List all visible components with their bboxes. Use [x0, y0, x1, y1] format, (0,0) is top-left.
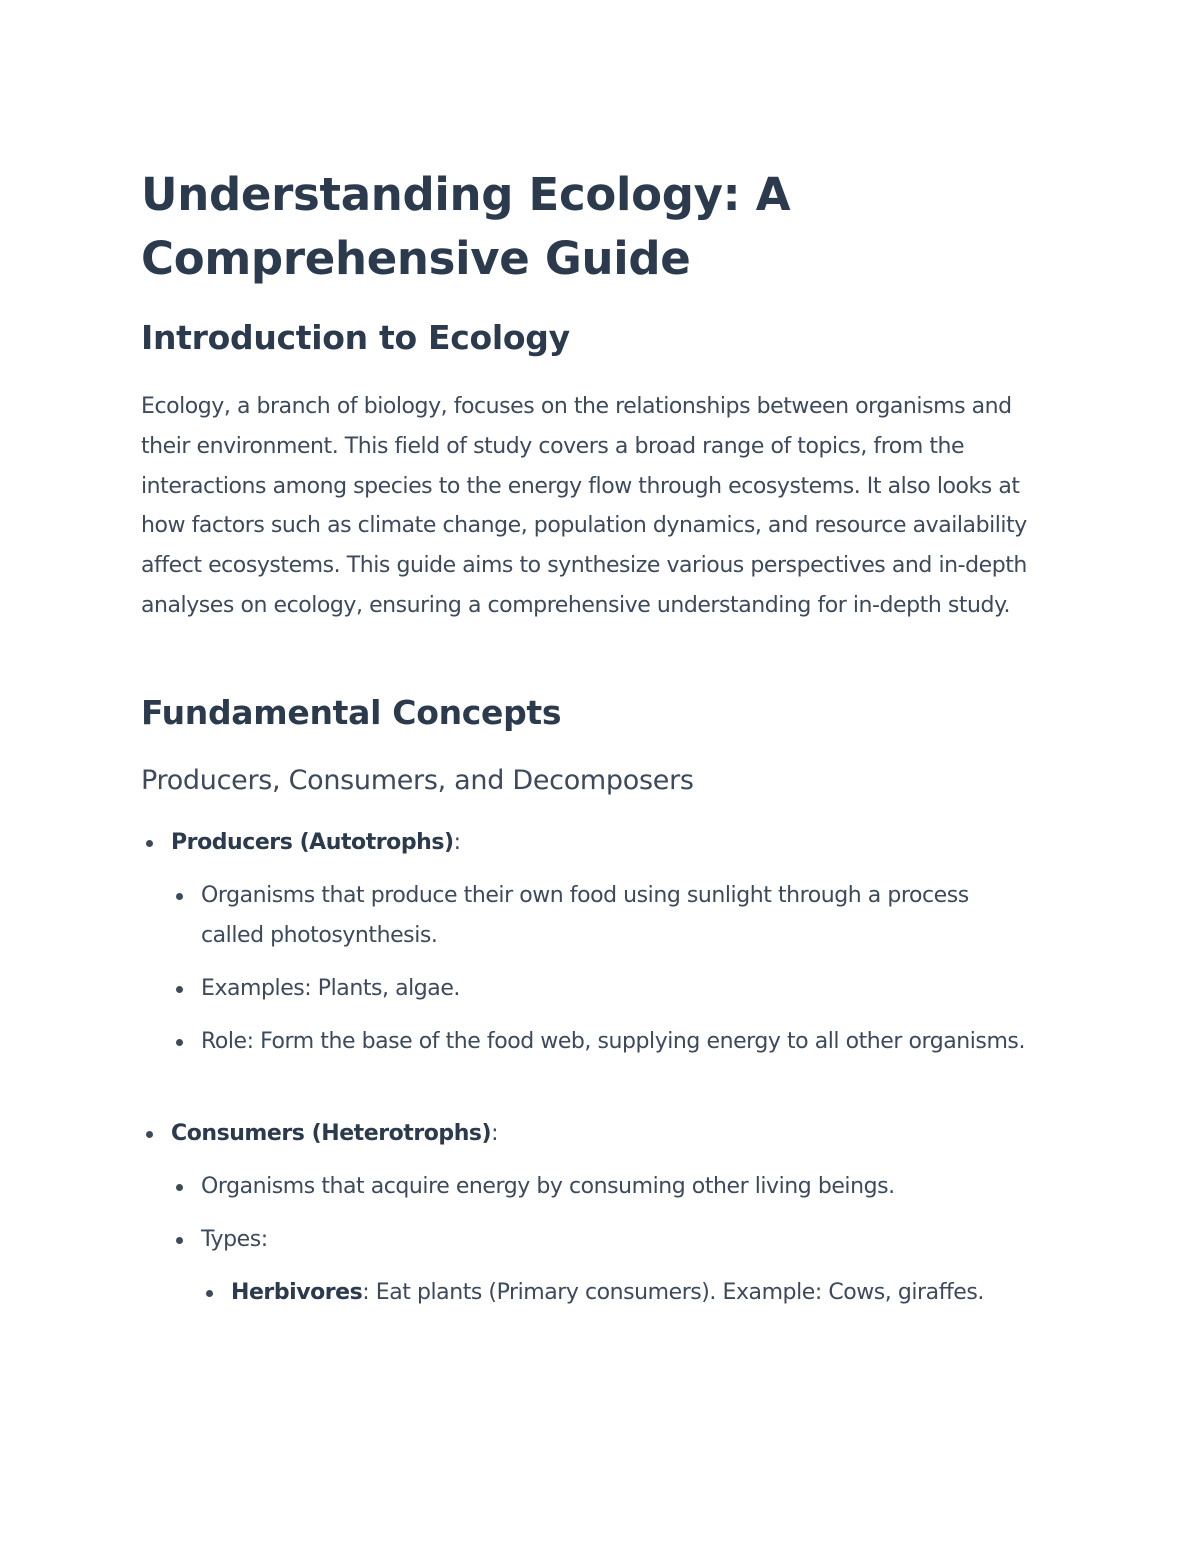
intro-paragraph: Ecology, a branch of biology, focuses on the relationships between organisms and their environment. This field of study covers a broad range of topics, from the interactions among species to the energy flow through ecosystems. It also looks at how factors such as climate change, population dynamics, and resource availability affect ecosystems. This guide aims to synthesize various perspectives and in-depth analyses on ecology, ensuring a comprehensive understanding for in-depth study.	[141, 394, 1027, 618]
list-item: Organisms that produce their own food using sunlight through a process called photosynthesis.	[201, 876, 1031, 956]
herbivores-text: : Eat plants (Primary consumers). Example: Cows, giraffes.	[362, 1280, 984, 1305]
list-item-consumers	[171, 1114, 1051, 1154]
consumers-label: Consumers (Heterotrophs)	[171, 1121, 492, 1146]
section-heading-introduction: Introduction to Ecology	[141, 318, 570, 357]
list-item-producers	[171, 823, 1051, 863]
list-item-herbivores	[231, 1273, 1031, 1313]
herbivores-label: Herbivores	[231, 1280, 363, 1305]
list-item: Role: Form the base of the food web, supplying energy to all other organisms.	[201, 1022, 1031, 1062]
producers-suffix: :	[453, 830, 461, 855]
document-title: Understanding Ecology: A Comprehensive Guide	[141, 168, 791, 285]
list-item: Examples: Plants, algae.	[201, 969, 1031, 1009]
consumers-suffix: :	[491, 1121, 499, 1146]
producers-label: Producers (Autotrophs)	[171, 830, 454, 855]
section-heading-fundamental-concepts: Fundamental Concepts	[141, 693, 562, 732]
list-item: Types:	[201, 1220, 1031, 1260]
list-item: Organisms that acquire energy by consuming other living beings.	[201, 1167, 1031, 1207]
subheading-producers-consumers-decomposers: Producers, Consumers, and Decomposers	[141, 765, 694, 796]
